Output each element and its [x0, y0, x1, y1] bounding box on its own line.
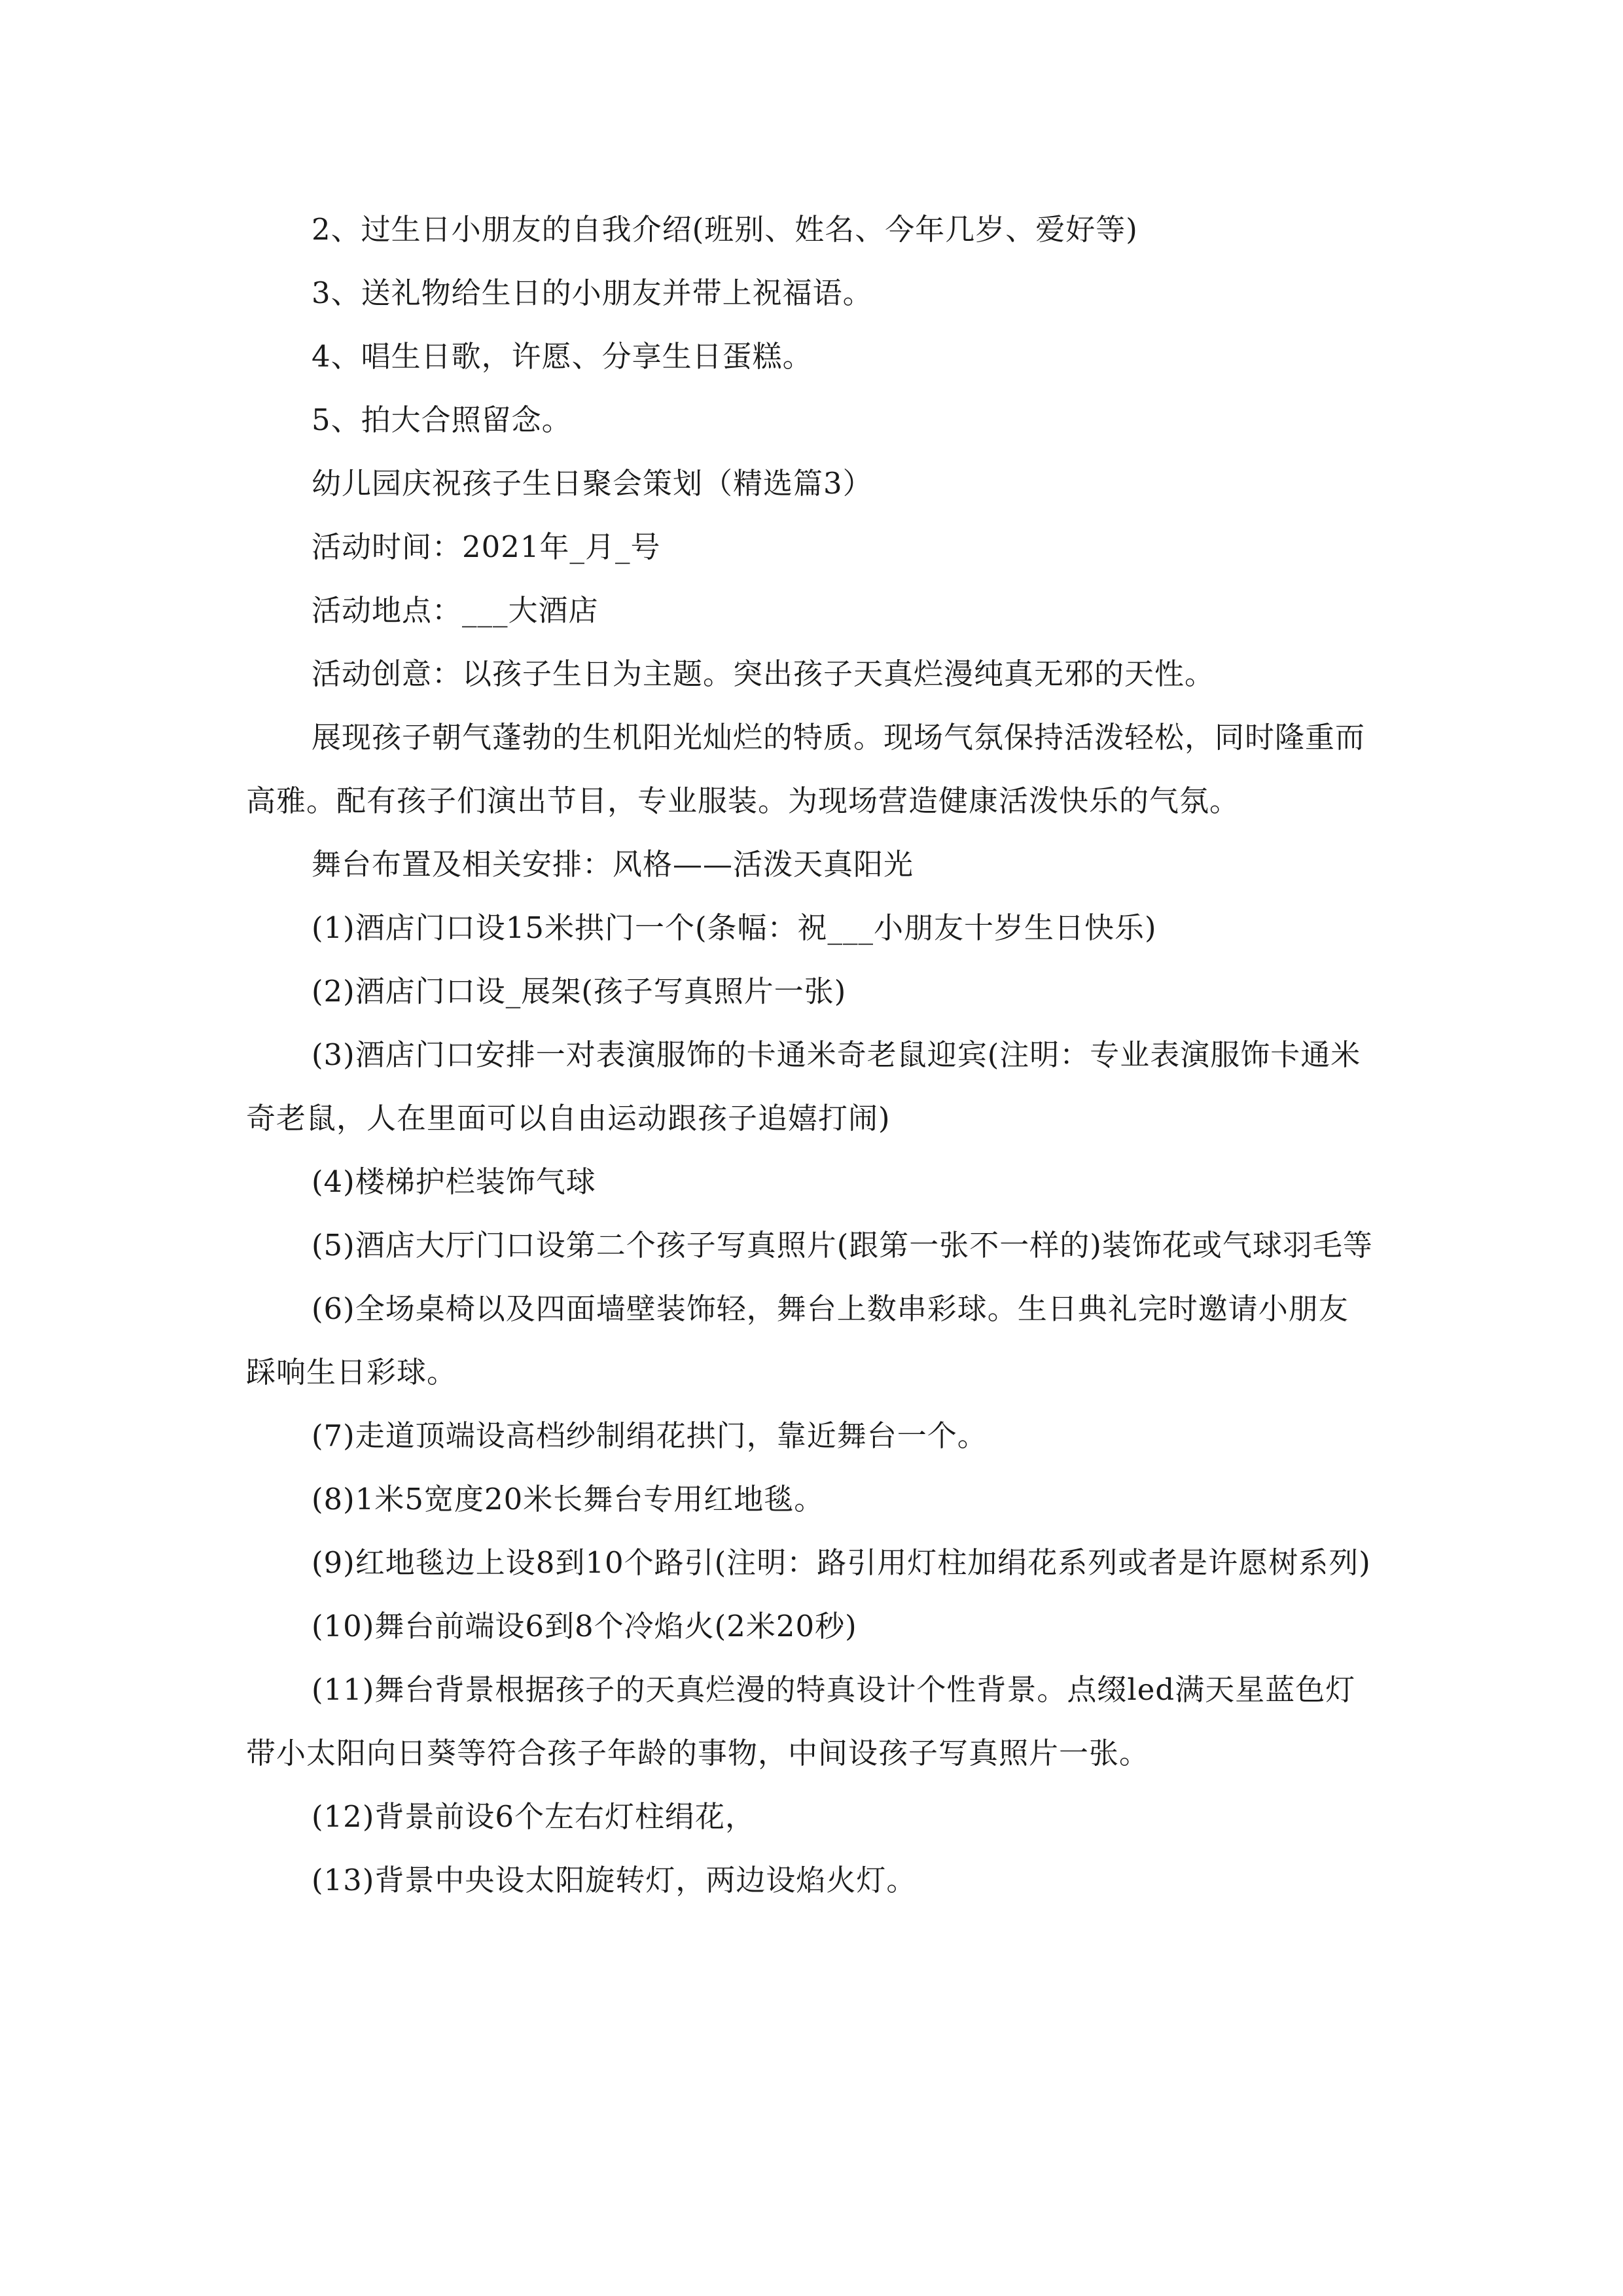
- arrangement-item-2: (2)酒店门口设_展架(孩子写真照片一张): [312, 974, 847, 1009]
- arrangement-item-5: (5)酒店大厅门口设第二个孩子写真照片(跟第一张不一样的)装饰花或气球羽毛等: [312, 1228, 1373, 1263]
- paragraph-item-5: 5、拍大合照留念。: [312, 403, 572, 437]
- section-title: 幼儿园庆祝孩子生日聚会策划（精选篇3）: [312, 466, 873, 501]
- activity-concept: 活动创意：以孩子生日为主题。突出孩子天真烂漫纯真无邪的天性。: [312, 656, 1215, 691]
- arrangement-item-12: (12)背景前设6个左右灯柱绢花，: [312, 1799, 756, 1834]
- arrangement-item-6: (6)全场桌椅以及四面墙壁装饰轻，舞台上数串彩球。生日典礼完时邀请小朋友踩响生日彩球。: [246, 1291, 1349, 1390]
- stage-arrangement-heading: 舞台布置及相关安排：风格——活泼天真阳光: [312, 847, 914, 882]
- paragraph-item-3: 3、送礼物给生日的小朋友并带上祝福语。: [312, 276, 873, 310]
- activity-time: 活动时间：2021年_月_号: [312, 529, 661, 564]
- arrangement-item-7: (7)走道顶端设高档纱制绢花拱门，靠近舞台一个。: [312, 1418, 988, 1453]
- activity-location: 活动地点：___大酒店: [312, 593, 599, 628]
- paragraph-item-2: 2、过生日小朋友的自我介绍(班别、姓名、今年几岁、爱好等): [312, 212, 1138, 247]
- arrangement-item-8: (8)1米5宽度20米长舞台专用红地毯。: [312, 1482, 825, 1516]
- arrangement-item-9: (9)红地毯边上设8到10个路引(注明：路引用灯柱加绢花系列或者是许愿树系列): [312, 1545, 1371, 1580]
- arrangement-item-1: (1)酒店门口设15米拱门一个(条幅：祝___小朋友十岁生日快乐): [312, 910, 1157, 945]
- paragraph-item-4: 4、唱生日歌，许愿、分享生日蛋糕。: [312, 339, 813, 374]
- document-body: [246, 198, 1378, 1912]
- activity-description: 展现孩子朝气蓬勃的生机阳光灿烂的特质。现场气氛保持活泼轻松，同时隆重而高雅。配有孩子们演出节目，专业服装。为现场营造健康活泼快乐的气氛。: [246, 720, 1366, 818]
- arrangement-item-3: (3)酒店门口安排一对表演服饰的卡通米奇老鼠迎宾(注明：专业表演服饰卡通米奇老鼠，人在里面可以自由运动跟孩子追嬉打闹): [246, 1037, 1361, 1136]
- arrangement-item-10: (10)舞台前端设6到8个冷焰火(2米20秒): [312, 1609, 857, 1643]
- arrangement-item-11: (11)舞台背景根据孩子的天真烂漫的特真设计个性背景。点缀led满天星蓝色灯带小太阳向日葵等符合孩子年龄的事物，中间设孩子写真照片一张。: [246, 1672, 1356, 1770]
- arrangement-item-13: (13)背景中央设太阳旋转灯，两边设焰火灯。: [312, 1863, 917, 1897]
- arrangement-item-4: (4)楼梯护栏装饰气球: [312, 1164, 596, 1199]
